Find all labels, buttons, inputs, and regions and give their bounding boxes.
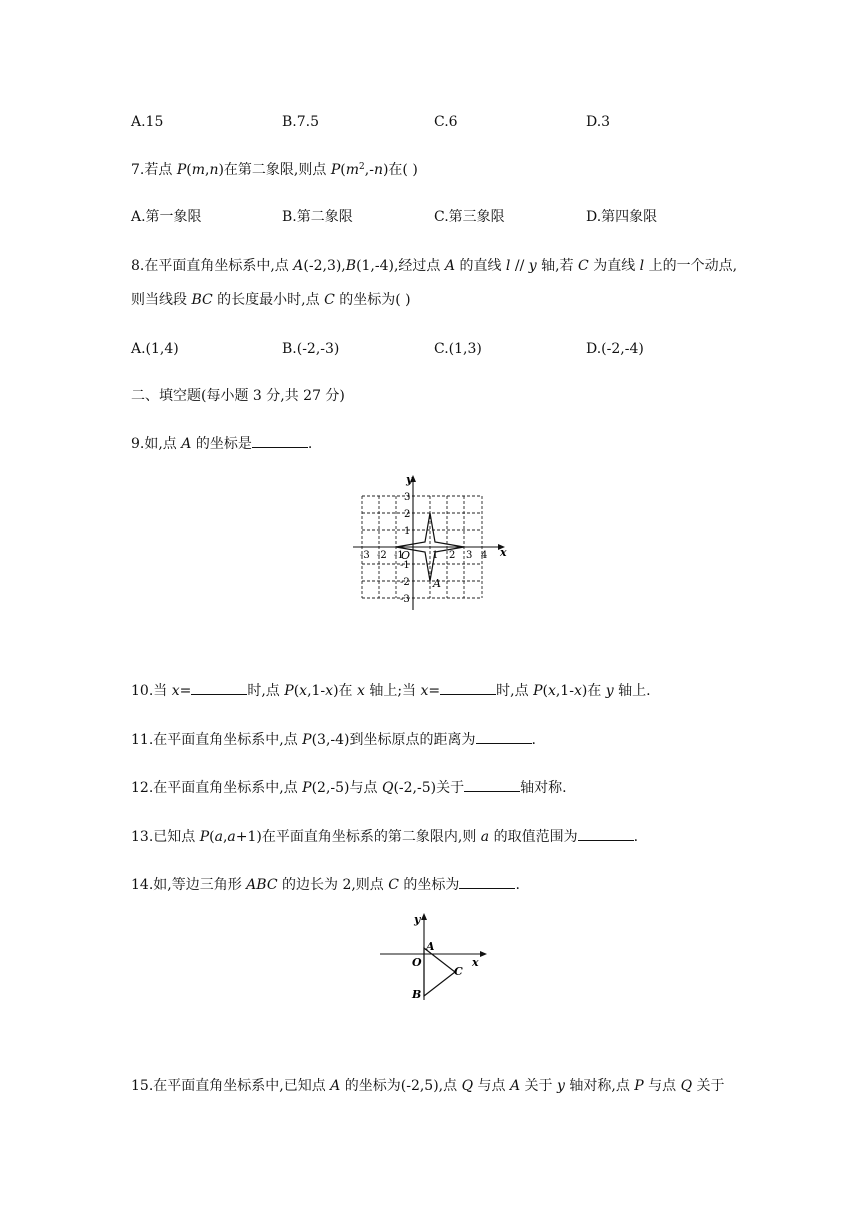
q14-point-label-a: A (426, 940, 435, 953)
q6-option-c: C.6 (434, 114, 458, 130)
q9-coordinate-figure (348, 470, 513, 615)
svg-text:4: 4 (481, 550, 488, 561)
y-axis-arrow-icon (421, 913, 427, 920)
q12-question: 12.在平面直角坐标系中,点 P(2,-5)与点 Q(-2,-5)关于 轴对称. (131, 780, 567, 796)
q10-question: 10.当 x= 时,点 P(x,1-x)在 x 轴上;当 x= 时,点 P(x,1-x)在 y 轴上. (131, 683, 651, 699)
answer-blank (476, 731, 532, 744)
q7-option-b: B.第二象限 (282, 209, 353, 225)
q7-option-d: D.第四象限 (586, 209, 658, 225)
triangle-abc (424, 948, 455, 996)
svg-text:-1: -1 (400, 560, 410, 571)
q14-y-axis-label: y (414, 913, 421, 926)
svg-text:3: 3 (404, 492, 411, 503)
svg-text:-2: -2 (400, 577, 410, 588)
q9-axes (353, 482, 498, 610)
svg-text:1: 1 (404, 526, 411, 537)
x-axis-arrow-icon (480, 951, 487, 957)
q14-point-label-b: B (412, 988, 422, 1001)
svg-text:-1: -1 (394, 550, 404, 561)
q9-point-label-a: A (433, 577, 441, 590)
q14-question: 14.如,等边三角形 ABC 的边长为 2,则点 C 的坐标为 . (131, 877, 520, 893)
q8-option-d: D.(-2,-4) (586, 341, 644, 357)
q14-x-axis-label: x (472, 956, 479, 969)
q7-option-c: C.第三象限 (434, 209, 505, 225)
svg-text:1: 1 (432, 550, 439, 561)
q7-option-a: A.第一象限 (131, 209, 202, 225)
q8-question-line2: 则当线段 BC 的长度最小时,点 C 的坐标为( ) (131, 292, 411, 308)
q9-y-axis-label: y (406, 473, 413, 486)
answer-blank (578, 828, 634, 841)
section-heading-fill-in: 二、填空题(每小题 3 分,共 27 分) (131, 388, 345, 404)
answer-blank (191, 682, 247, 695)
answer-blank (459, 876, 515, 889)
answer-blank (440, 682, 496, 695)
q15-question: 15.在平面直角坐标系中,已知点 A 的坐标为(-2,5),点 Q 与点 A 关于 y 轴对称,点 P 与点 Q 关于 (131, 1078, 725, 1094)
q6-option-a: A.15 (131, 114, 164, 130)
q14-point-label-c: C (454, 965, 463, 978)
svg-text:-3: -3 (360, 550, 370, 561)
q8-question-line1: 8.在平面直角坐标系中,点 A(-2,3),B(1,-4),经过点 A 的直线 l // y 轴,若 C 为直线 l 上的一个动点, (131, 258, 738, 274)
q8-option-a: A.(1,4) (131, 341, 179, 357)
q9-question: 9.如,点 A 的坐标是 . (131, 436, 313, 452)
svg-text:2: 2 (404, 509, 411, 520)
q6-option-b: B.7.5 (282, 114, 320, 130)
q7-question: 7.若点 P(m,n)在第二象限,则点 $P(m^2,-n)$在( ) (131, 162, 418, 178)
q9-origin-label: O (401, 549, 411, 562)
q6-option-d: D.3 (586, 114, 611, 130)
svg-text:-2: -2 (377, 550, 387, 561)
q14-origin-label: O (412, 956, 422, 969)
q11-question: 11.在平面直角坐标系中,点 P(3,-4)到坐标原点的距离为 . (131, 732, 536, 748)
q8-option-b: B.(-2,-3) (282, 341, 340, 357)
q14-triangle-figure (376, 908, 491, 1008)
q8-option-c: C.(1,3) (434, 341, 482, 357)
q14-axes (380, 920, 480, 1000)
q9-x-axis-label: x (500, 546, 507, 559)
svg-text:-3: -3 (400, 594, 410, 605)
q13-question: 13.已知点 P(a,a+1)在平面直角坐标系的第二象限内,则 a 的取值范围为 . (131, 829, 639, 845)
svg-text:3: 3 (466, 550, 473, 561)
answer-blank (464, 779, 520, 792)
svg-text:2: 2 (449, 550, 456, 561)
answer-blank (252, 435, 308, 448)
